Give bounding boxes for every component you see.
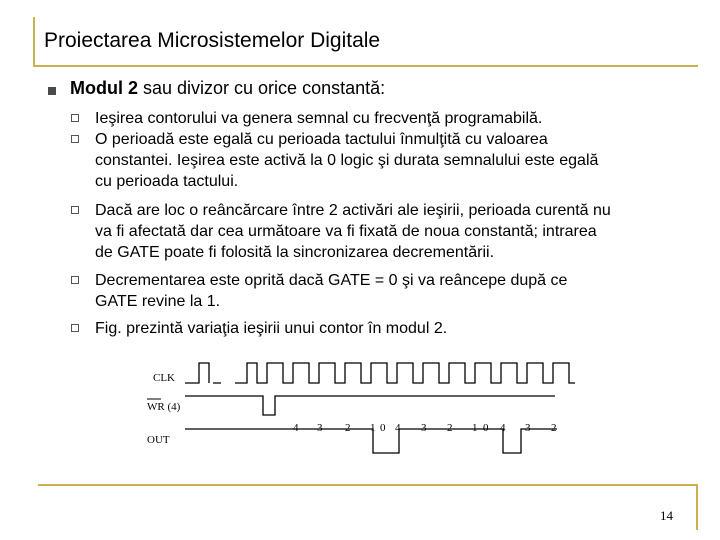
count-label: 3 xyxy=(317,422,323,434)
slide-title: Proiectarea Microsistemelor Digitale xyxy=(44,29,381,52)
sub-bullet-line: va fi afectată dar cea următoare va fi fixată de noua constantă; intrarea xyxy=(95,223,597,240)
main-bullet-bold: Modul 2 xyxy=(70,78,138,98)
sub-bullet-line: constantei. Ieşirea este activă la 0 logic şi durata semnalului este egală xyxy=(95,152,599,169)
sub-bullet-line: Dacă are loc o reâncărcare între 2 activări ale ieşirii, perioada curentă nu xyxy=(95,202,611,219)
sub-bullet-line: Decrementarea este oprită dacă GATE = 0 şi va reâncepe după ce xyxy=(95,272,568,289)
hollow-square-bullet-icon xyxy=(71,276,79,284)
wr-label: WR (4) xyxy=(147,401,181,413)
hollow-square-bullet-icon xyxy=(71,135,79,143)
main-bullet-rest: sau divizor cu orice constantă: xyxy=(138,78,386,98)
count-label: 4 xyxy=(395,422,401,434)
count-label: 2 xyxy=(447,422,453,434)
sub-bullet-line: cu perioada tactului. xyxy=(95,173,239,190)
count-label: 1 xyxy=(370,422,376,434)
count-label: 2 xyxy=(345,422,351,434)
title-frame-underline xyxy=(33,65,698,67)
count-label: 4 xyxy=(500,422,506,434)
sub-bullet-line: O perioadă este egală cu perioada tactului înmulţită cu valoarea xyxy=(95,131,548,148)
main-bullet-text xyxy=(70,78,385,99)
count-label: 0 xyxy=(483,422,489,434)
out-label: OUT xyxy=(147,434,170,446)
hollow-square-bullet-icon xyxy=(71,206,79,214)
hollow-square-bullet-icon xyxy=(71,324,79,332)
page-number: 14 xyxy=(660,508,673,523)
wr-waveform xyxy=(185,396,555,415)
count-label: 3 xyxy=(421,422,427,434)
title-frame-vertical xyxy=(33,17,35,67)
clk-label: CLK xyxy=(153,372,175,384)
sub-bullet-line: GATE revine la 1. xyxy=(95,293,221,310)
clk-waveform xyxy=(185,363,575,383)
footer-line xyxy=(38,484,698,486)
hollow-square-bullet-icon xyxy=(71,114,79,122)
footer-frame-vertical xyxy=(696,484,698,530)
count-label: 1 xyxy=(472,422,478,434)
square-bullet-icon xyxy=(48,87,56,95)
timing-diagram xyxy=(145,355,575,465)
count-label: 0 xyxy=(380,422,386,434)
count-label: 4 xyxy=(293,422,299,434)
sub-bullet-line: de GATE poate fi folosită la sincronizarea decrementării. xyxy=(95,244,495,261)
sub-bullet-line: Fig. prezintă variaţia ieşirii unui contor în modul 2. xyxy=(95,320,448,337)
count-label: 2 xyxy=(551,422,557,434)
sub-bullet-line: Ieşirea contorului va genera semnal cu frecvenţă programabilă. xyxy=(95,110,543,127)
count-label: 3 xyxy=(525,422,531,434)
